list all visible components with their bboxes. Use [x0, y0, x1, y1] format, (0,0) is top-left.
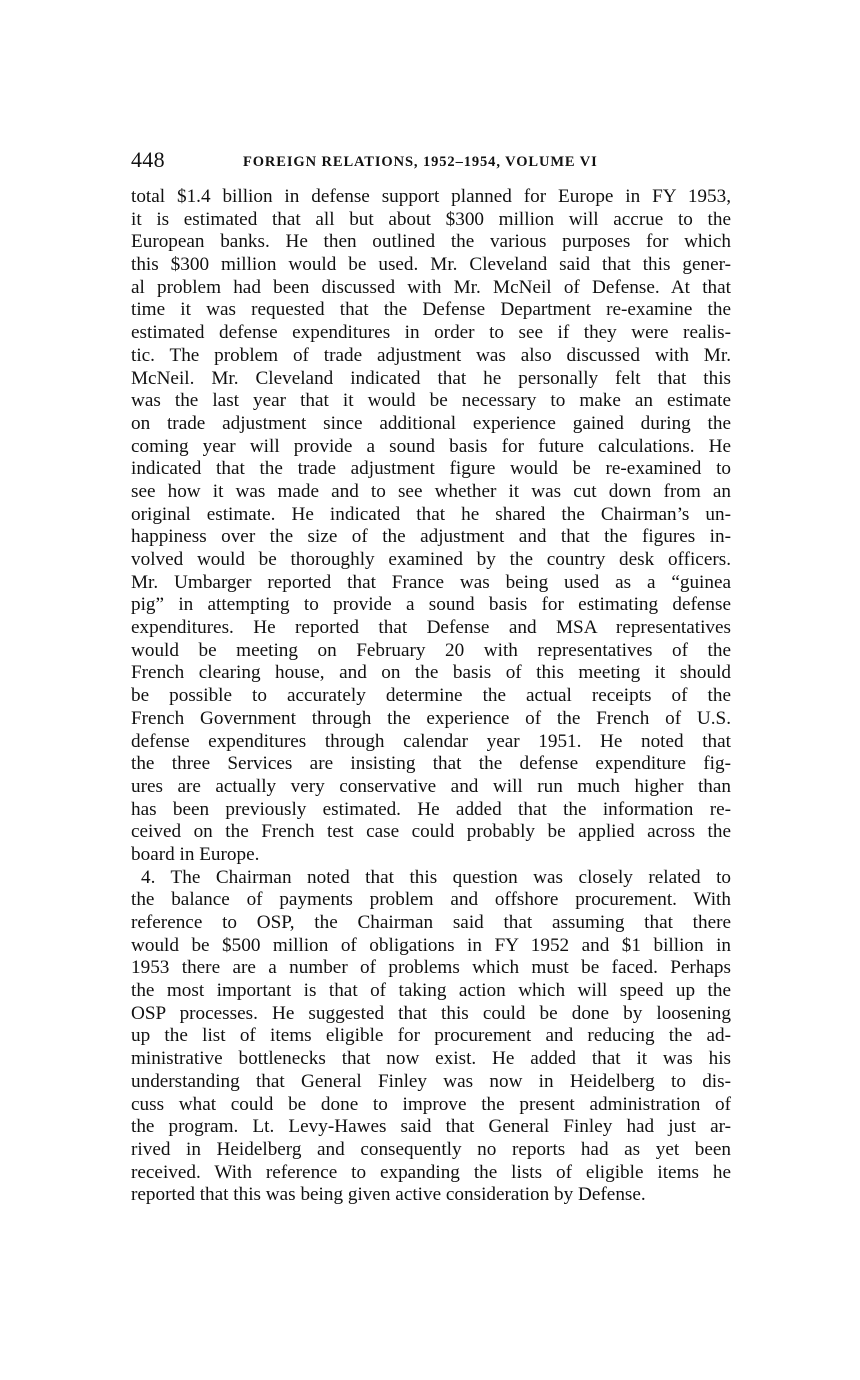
text-line: expenditures. He reported that Defense and MSA representatives	[131, 617, 731, 639]
text-line: original estimate. He indicated that he shared the Chairman’s un-	[131, 503, 731, 525]
text-line: up the list of items eligible for procurement and reducing the ad-	[131, 1025, 731, 1047]
text-line: has been previously estimated. He added that the information re-	[131, 798, 731, 820]
text-line: European banks. He then outlined the various purposes for which	[131, 231, 731, 253]
text-line: McNeil. Mr. Cleveland indicated that he personally felt that this	[131, 367, 731, 389]
text-line: coming year will provide a sound basis for future calculations. He	[131, 435, 731, 457]
text-line: total $1.4 billion in defense support planned for Europe in FY 1953,	[131, 186, 731, 207]
text-line: be possible to accurately determine the actual receipts of the	[131, 685, 731, 707]
text-line: tic. The problem of trade adjustment was also discussed with Mr.	[131, 344, 731, 366]
text-line: the balance of payments problem and offshore procurement. With	[131, 889, 731, 911]
text-line: French clearing house, and on the basis of this meeting it should	[131, 662, 731, 684]
text-line: the most important is that of taking action which will speed up the	[131, 980, 731, 1002]
text-line: volved would be thoroughly examined by the country desk officers.	[131, 549, 731, 570]
page-number: 448	[131, 147, 165, 172]
text-line: received. With reference to expanding the lists of eligible items he	[131, 1161, 731, 1183]
text-line: estimated defense expenditures in order to see if they were realis-	[131, 322, 731, 344]
text-line: reported that this was being given active consideration by Defense.	[131, 1184, 646, 1206]
text-line: pig” in attempting to provide a sound basis for estimating defense	[131, 594, 731, 616]
text-line: OSP processes. He suggested that this could be done by loosening	[131, 1002, 731, 1024]
text-line: 1953 there are a number of problems which must be faced. Perhaps	[131, 957, 731, 979]
text-line: happiness over the size of the adjustment and that the figures in-	[131, 526, 731, 548]
text-line: ministrative bottlenecks that now exist. He added that it was his	[131, 1048, 731, 1070]
running-head-title: FOREIGN RELATIONS, 1952–1954, VOLUME VI	[243, 154, 598, 170]
text-line: would be $500 million of obligations in FY 1952 and $1 billion in	[131, 934, 731, 956]
text-line: cuss what could be done to improve the present administration of	[131, 1093, 731, 1115]
text-line: time it was requested that the Defense Department re-examine the	[131, 299, 731, 321]
text-line: defense expenditures through calendar year 1951. He noted that	[131, 730, 731, 752]
text-line: the three Services are insisting that the defense expenditure fig-	[131, 753, 731, 775]
text-line: rived in Heidelberg and consequently no reports had as yet been	[131, 1138, 731, 1160]
text-line: French Government through the experience of the French of U.S.	[131, 707, 731, 729]
text-line: would be meeting on February 20 with representatives of the	[131, 639, 731, 661]
text-line: reference to OSP, the Chairman said that assuming that there	[131, 912, 731, 933]
text-line: ures are actually very conservative and will run much higher than	[131, 775, 731, 797]
paragraph-item-4	[131, 867, 731, 1207]
text-line: al problem had been discussed with Mr. McNeil of Defense. At that	[131, 276, 731, 298]
text-line: 4. The Chairman noted that this question was closely related to	[141, 866, 731, 888]
paragraph-continued	[131, 186, 731, 867]
text-line: see how it was made and to see whether it was cut down from an	[131, 480, 731, 502]
text-line: the program. Lt. Levy-Hawes said that General Finley had just ar-	[131, 1116, 731, 1138]
text-line: board in Europe.	[131, 843, 260, 865]
text-line: Mr. Umbarger reported that France was being used as a “guinea	[131, 571, 731, 593]
text-line: on trade adjustment since additional experience gained during the	[131, 412, 731, 434]
text-line: indicated that the trade adjustment figure would be re-examined to	[131, 458, 731, 480]
text-line: understanding that General Finley was now in Heidelberg to dis-	[131, 1070, 731, 1092]
body-text	[131, 186, 731, 1207]
text-line: it is estimated that all but about $300 million will accrue to the	[131, 208, 731, 230]
running-head	[131, 147, 731, 175]
text-line: this $300 million would be used. Mr. Cleveland said that this gener-	[131, 254, 731, 276]
text-line: ceived on the French test case could probably be applied across the	[131, 821, 731, 843]
text-line: was the last year that it would be necessary to make an estimate	[131, 390, 731, 412]
